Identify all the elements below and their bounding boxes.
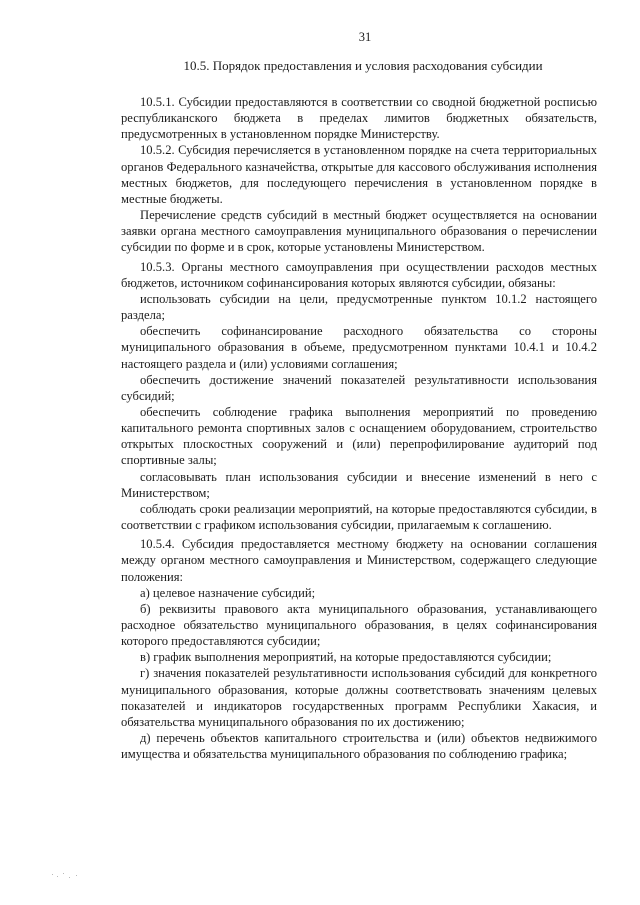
paragraph-10-5-3: 10.5.3. Органы местного самоуправления при осуществлении расходов местных бюджетов, источником софинансирования которых являются субсидии, обязаны: (121, 259, 597, 290)
obligation-schedule: обеспечить соблюдение графика выполнения мероприятий по проведению капитального ремонта спортивных залов с оснащением оборудованием, строительство открытых плоскостных сооружений и (или) перепрофилирование аудиторий под спортивные залы; (121, 404, 597, 468)
obligation-indicators: обеспечить достижение значений показателей результативности использования субсидий; (121, 372, 597, 403)
obligation-cofinancing: обеспечить софинансирование расходного обязательства со стороны муниципального образования в объеме, предусмотренном пунктами 10.4.1 и 10.4.2 настоящего раздела и (или) условиями соглашения; (121, 324, 597, 371)
paragraph-10-5-1: 10.5.1. Субсидии предоставляются в соответствии со сводной бюджетной росписью республиканского бюджета в пределах лимитов бюджетных обязательств, предусмотренных в установленном порядке Министерству. (121, 95, 597, 142)
section-title: 10.5. Порядок предоставления и условия расходования субсидии (183, 58, 543, 73)
obligation-deadlines: соблюдать сроки реализации мероприятий, на которые предоставляются субсидии, в соответствии с графиком использования субсидии, прилагаемым к соглашению. (121, 501, 597, 533)
document-page (121, 30, 597, 762)
agreement-item-v: в) график выполнения мероприятий, на которые предоставляются субсидии; (140, 650, 552, 665)
obligation-use-subsidy: использовать субсидии на цели, предусмотренные пунктом 10.1.2 настоящего раздела; (121, 291, 597, 323)
agreement-item-d: д) перечень объектов капитального строительства и (или) объектов недвижимого имущества и обязательства муниципального образования по соблюдению графика; (121, 731, 597, 762)
agreement-item-g: г) значения показателей результативности использования субсидий для конкретного муниципального образования, которые должны соответствовать значениям целевых показателей и индикаторов государственных программ Республики Хакасия, и обязательства муниципального образования по их достижению; (121, 666, 597, 729)
agreement-item-b: б) реквизиты правового акта муниципального образования, устанавливающего расходное обязательство муниципального образования, в целях софинансирования которого предоставляются субсидии; (121, 601, 597, 649)
page-number: 31 (358, 30, 372, 44)
paragraph-10-5-4: 10.5.4. Субсидия предоставляется местному бюджету на основании соглашения между органом местного самоуправления и Министерством, содержащего следующие положения: (121, 537, 597, 584)
scan-artifact (52, 872, 82, 882)
agreement-item-a: а) целевое назначение субсидий; (140, 585, 316, 600)
paragraph-10-5-2: 10.5.2. Субсидия перечисляется в установленном порядке на счета территориальных органов Федерального казначейства, открытые для кассового обслуживания исполнения местных бюджетов, для последующего перечисления в установленном порядке в местные бюджеты. (121, 143, 597, 206)
obligation-plan-approval: согласовывать план использования субсидии и внесение изменений в него с Министерством; (121, 469, 597, 500)
paragraph-transfer-request: Перечисление средств субсидий в местный бюджет осуществляется на основании заявки органа местного самоуправления муниципального образования о перечислении субсидии по форме и в срок, которые установлены Министерством. (121, 208, 597, 255)
